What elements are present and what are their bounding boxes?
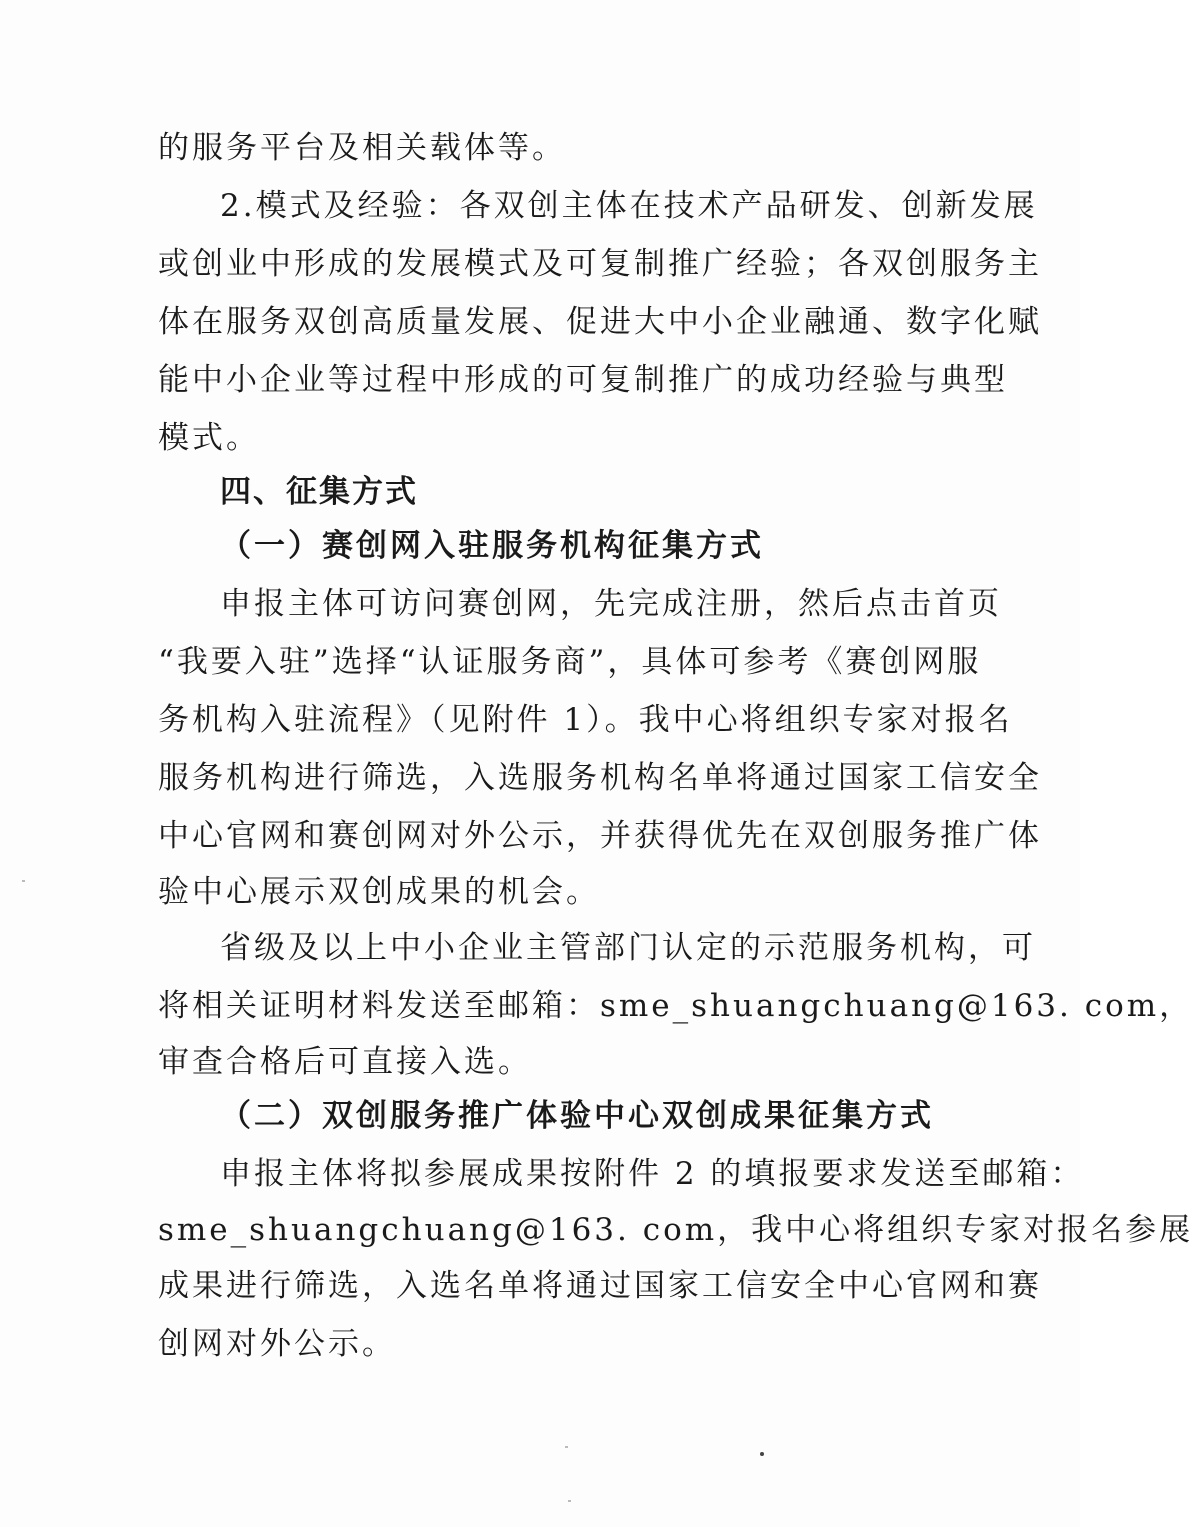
subsection-heading: （一）赛创网入驻服务机构征集方式 (220, 528, 764, 564)
paragraph-line: 验中心展示双创成果的机会。 (158, 874, 600, 910)
paragraph-line: sme_shuangchuang@163. com，我中心将组织专家对报名参展 (158, 1212, 1193, 1248)
paragraph-line: 服务机构进行筛选，入选服务机构名单将通过国家工信安全 (158, 760, 1042, 796)
subsection-heading: （二）双创服务推广体验中心双创成果征集方式 (220, 1098, 934, 1134)
paragraph-line: 创网对外公示。 (158, 1326, 396, 1362)
paragraph-line: 的服务平台及相关载体等。 (158, 130, 566, 166)
paragraph-line: 务机构入驻流程》（见附件 1）。我中心将组织专家对报名 (158, 702, 1013, 738)
scan-speck (22, 880, 25, 882)
scan-speck (568, 1500, 571, 1502)
paragraph-line: 申报主体将拟参展成果按附件 2 的填报要求发送至邮箱： (220, 1156, 1085, 1192)
paragraph-line: 审查合格后可直接入选。 (158, 1044, 532, 1080)
paragraph-line: “我要入驻”选择“认证服务商”，具体可参考《赛创网服 (158, 644, 982, 680)
scan-speck (565, 1446, 568, 1448)
scan-mark (760, 1452, 764, 1456)
paragraph-line: 申报主体可访问赛创网，先完成注册，然后点击首页 (220, 586, 1002, 622)
paragraph-line: 将相关证明材料发送至邮箱：sme_shuangchuang@163. com， (158, 988, 1193, 1024)
paragraph-line: 能中小企业等过程中形成的可复制推广的成功经验与典型 (158, 362, 1008, 398)
paragraph-line: 体在服务双创高质量发展、促进大中小企业融通、数字化赋 (158, 304, 1042, 340)
paragraph-line: 中心官网和赛创网对外公示，并获得优先在双创服务推广体 (158, 818, 1042, 854)
paragraph-line: 2.模式及经验：各双创主体在技术产品研发、创新发展 (220, 188, 1038, 224)
paragraph-line: 成果进行筛选，入选名单将通过国家工信安全中心官网和赛 (158, 1268, 1042, 1304)
paragraph-line: 模式。 (158, 420, 260, 456)
paragraph-line: 或创业中形成的发展模式及可复制推广经验；各双创服务主 (158, 246, 1042, 282)
paragraph-line: 省级及以上中小企业主管部门认定的示范服务机构，可 (220, 930, 1036, 966)
section-heading: 四、征集方式 (220, 474, 418, 510)
